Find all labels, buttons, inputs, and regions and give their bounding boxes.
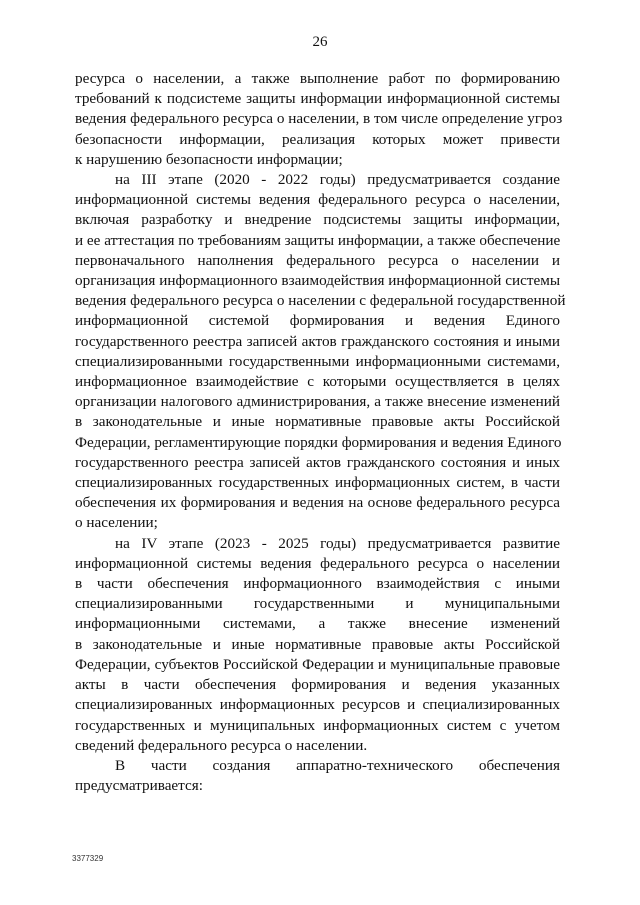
text-line: Федерации, субъектов Российской Федерации и муниципальные правовые bbox=[75, 655, 560, 673]
text-line: ведения федерального ресурса о населении, в том числе определение угроз bbox=[75, 110, 563, 128]
text-line: специализированных информационных ресурсов и специализированных bbox=[75, 696, 560, 714]
text-line: информационными системами, а также внесение изменений bbox=[75, 615, 560, 633]
text-line: Федерации, регламентирующие порядки формирования и ведения Единого bbox=[75, 433, 562, 451]
text-line: сведений федерального ресурса о населении. bbox=[75, 736, 368, 754]
text-line: государственного реестра записей актов гражданского состояния и иными bbox=[75, 332, 560, 350]
text-line: информационной системы ведения федерального ресурса о населении bbox=[75, 554, 560, 572]
text-line: В части создания аппаратно-технического обеспечения bbox=[115, 756, 560, 774]
paragraph-1 bbox=[75, 69, 563, 170]
document-body bbox=[75, 69, 566, 796]
text-line: информационной системой формирования и ведения Единого bbox=[75, 312, 560, 330]
text-line: ведения федерального ресурса о населении с федеральной государственной bbox=[75, 292, 566, 310]
text-line: ресурса о населении, а также выполнение работ по формированию bbox=[75, 70, 560, 87]
text-line: информационное взаимодействие с которыми осуществляется в целях bbox=[75, 373, 560, 391]
text-line: первоначального наполнения федерального ресурса о населении и bbox=[75, 251, 560, 269]
text-line: в законодательные и иные нормативные правовые акты Российской bbox=[75, 413, 560, 431]
text-line: на III этапе (2020 - 2022 годы) предусматривается создание bbox=[115, 171, 560, 189]
text-line: предусматривается: bbox=[75, 777, 203, 795]
text-line: государственных и муниципальных информационных систем с учетом bbox=[75, 716, 560, 734]
text-line: специализированными государственными и муниципальными bbox=[75, 595, 560, 613]
document-id: 3377329 bbox=[72, 854, 104, 863]
text-line: и ее аттестация по требованиям защиты информации, а также обеспечение bbox=[75, 231, 561, 249]
paragraph-4 bbox=[75, 756, 560, 796]
text-line: на IV этапе (2023 - 2025 годы) предусматривается развитие bbox=[115, 534, 560, 552]
text-line: специализированными государственными информационными системами, bbox=[75, 352, 560, 370]
text-line: требований к подсистеме защиты информации информационной системы bbox=[75, 90, 560, 108]
text-line: специализированных государственных информационных систем, в части bbox=[75, 474, 560, 492]
text-line: информационной системы ведения федерального ресурса о населении, bbox=[75, 191, 560, 209]
text-line: обеспечения их формирования и ведения на основе федерального ресурса bbox=[75, 494, 560, 512]
paragraph-3 bbox=[75, 534, 560, 756]
text-line: в части обеспечения информационного взаимодействия с иными bbox=[75, 575, 560, 593]
text-line: государственного реестра записей актов гражданского состояния и иных bbox=[75, 453, 560, 471]
text-line: к нарушению безопасности информации; bbox=[75, 150, 343, 168]
text-line: о населении; bbox=[75, 514, 158, 532]
text-line: организация информационного взаимодействия информационной системы bbox=[75, 272, 561, 290]
text-line: организации налогового администрирования, а также внесение изменений bbox=[75, 393, 560, 411]
text-line: акты в части обеспечения формирования и ведения указанных bbox=[75, 676, 560, 694]
paragraph-2 bbox=[75, 170, 566, 534]
text-line: в законодательные и иные нормативные правовые акты Российской bbox=[75, 635, 560, 653]
text-line: включая разработку и внедрение подсистемы защиты информации, bbox=[75, 211, 560, 229]
text-line: безопасности информации, реализация которых может привести bbox=[75, 130, 560, 148]
page-number: 26 bbox=[312, 34, 328, 50]
